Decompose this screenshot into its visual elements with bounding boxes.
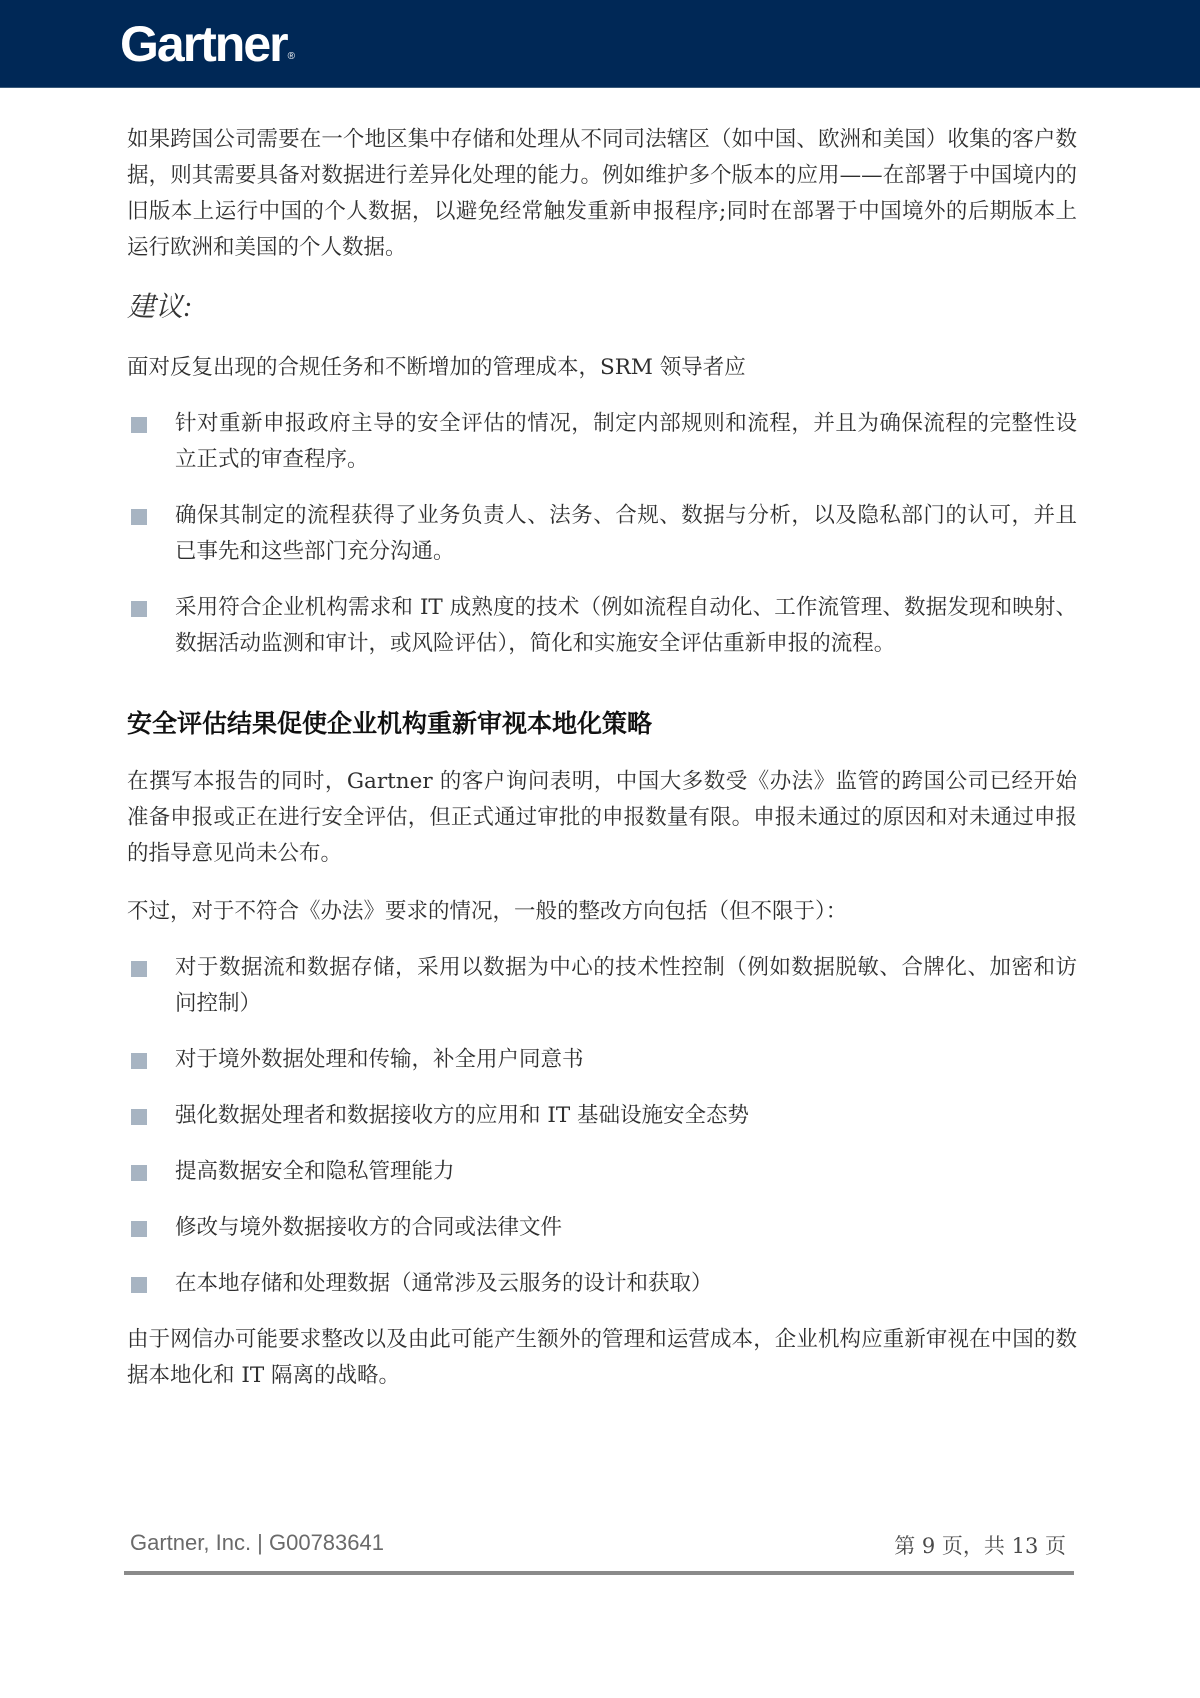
bullet-square-icon [131, 1165, 147, 1181]
list-item-text: 提高数据安全和隐私管理能力 [175, 1159, 455, 1184]
list-item [127, 590, 1077, 662]
gartner-logo [120, 14, 295, 89]
section-paragraph-2: 不过，对于不符合《办法》要求的情况，一般的整改方向包括（但不限于）： [127, 899, 848, 924]
list-item [127, 1042, 1077, 1078]
bullet-square-icon [131, 417, 147, 433]
bullet-square-icon [131, 1221, 147, 1237]
bullet-square-icon [131, 509, 147, 525]
section-paragraph-1: 在撰写本报告的同时，Gartner 的客户询问表明，中国大多数受《办法》监管的跨国公司已经开始准备申报或正在进行安全评估，但正式通过审批的申报数量有限。申报未通过的原因和对未通过申报的指导意见尚未公布。 [127, 769, 1077, 866]
list-item [127, 406, 1077, 478]
list-item [127, 1210, 1077, 1246]
bullet-square-icon [131, 1053, 147, 1069]
footer-document-id: Gartner, Inc. | G00783641 [130, 1530, 384, 1555]
remediation-list [127, 950, 1077, 1302]
header-bar [0, 0, 1200, 88]
list-item-text: 强化数据处理者和数据接收方的应用和 IT 基础设施安全态势 [175, 1103, 750, 1128]
recommendation-label: 建议: [127, 292, 193, 323]
list-item [127, 1266, 1077, 1302]
bullet-square-icon [131, 1109, 147, 1125]
list-item-text: 采用符合企业机构需求和 IT 成熟度的技术（例如流程自动化、工作流管理、数据发现和映射、数据活动监测和审计，或风险评估），简化和实施安全评估重新申报的流程。 [175, 595, 1077, 656]
list-item-text: 对于境外数据处理和传输，补全用户同意书 [175, 1047, 584, 1072]
list-item [127, 498, 1077, 570]
list-item-text: 针对重新申报政府主导的安全评估的情况，制定内部规则和流程，并且为确保流程的完整性设立正式的审查程序。 [175, 411, 1077, 472]
list-item-text: 修改与境外数据接收方的合同或法律文件 [175, 1215, 563, 1240]
closing-paragraph: 由于网信办可能要求整改以及由此可能产生额外的管理和运营成本，企业机构应重新审视在中国的数据本地化和 IT 隔离的战略。 [127, 1327, 1077, 1388]
footer-divider [124, 1571, 1074, 1575]
bullet-square-icon [131, 961, 147, 977]
list-item-text: 在本地存储和处理数据（通常涉及云服务的设计和获取） [175, 1271, 713, 1296]
list-item [127, 1154, 1077, 1190]
list-item-text: 对于数据流和数据存储，采用以数据为中心的技术性控制（例如数据脱敏、合牌化、加密和访问控制） [175, 955, 1077, 1016]
recommendation-list [127, 406, 1077, 662]
list-item-text: 确保其制定的流程获得了业务负责人、法务、合规、数据与分析，以及隐私部门的认可，并且已事先和这些部门充分沟通。 [175, 503, 1077, 564]
logo-text: Gartner [120, 16, 287, 72]
bullet-square-icon [131, 1277, 147, 1293]
list-item [127, 1098, 1077, 1134]
page-footer [128, 1530, 1074, 1560]
page-content [127, 122, 1077, 1394]
footer-page-number: 第 9 页，共 13 页 [894, 1534, 1066, 1558]
recommendation-lead: 面对反复出现的合规任务和不断增加的管理成本，SRM 领导者应 [127, 355, 746, 380]
bullet-square-icon [131, 601, 147, 617]
section-heading: 安全评估结果促使企业机构重新审视本地化策略 [127, 709, 653, 738]
intro-paragraph: 如果跨国公司需要在一个地区集中存储和处理从不同司法辖区（如中国、欧洲和美国）收集的客户数据，则其需要具备对数据进行差异化处理的能力。例如维护多个版本的应用——在部署于中国境内的旧版本上运行中国的个人数据，以避免经常触发重新申报程序;同时在部署于中国境外的后期版本上运行欧洲和美国的个人数据。 [127, 127, 1077, 260]
list-item [127, 950, 1077, 1022]
registered-mark: ® [287, 51, 295, 62]
